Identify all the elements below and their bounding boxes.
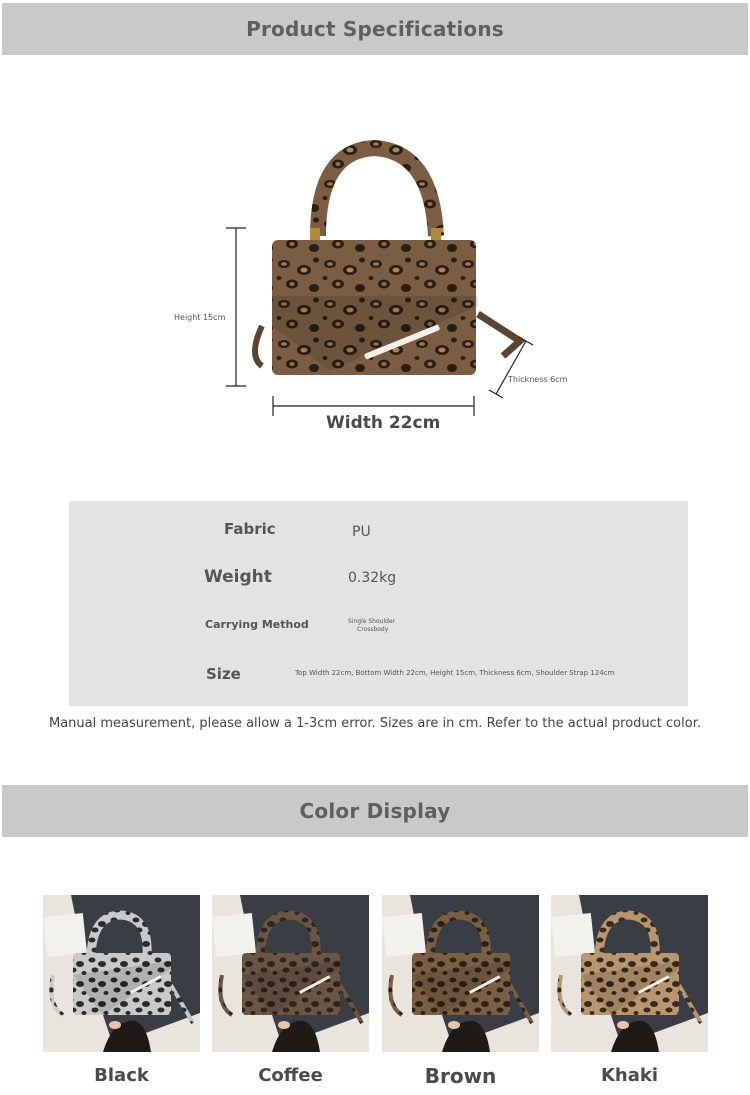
carrying-method-label: Carrying Method <box>205 618 309 631</box>
carrying-method-value-2: Crossbody <box>357 626 389 633</box>
thickness-label: Thickness 6cm <box>508 375 568 384</box>
height-label: Height 15cm <box>174 313 226 322</box>
width-label: Width 22cm <box>326 413 441 433</box>
fabric-label: Fabric <box>224 520 276 538</box>
swatch-photo-coffee[interactable] <box>212 895 369 1052</box>
spec-table <box>69 501 688 706</box>
carrying-method-value-1: Single Shoulder <box>348 618 396 625</box>
section-title: Color Display <box>299 799 451 823</box>
weight-label: Weight <box>204 567 272 587</box>
weight-value: 0.32kg <box>348 570 397 586</box>
fabric-value: PU <box>352 524 371 540</box>
color-display-banner <box>2 785 748 837</box>
swatch-photo-brown[interactable] <box>382 895 539 1052</box>
size-value: Top Width 22cm, Bottom Width 22cm, Height 15cm, Thickness 6cm, Shoulder Strap 124cm <box>295 669 615 677</box>
measurement-note: Manual measurement, please allow a 1-3cm error. Sizes are in cm. Refer to the actual product color. <box>49 716 701 731</box>
swatch-photo-black[interactable] <box>43 895 200 1052</box>
product-dimension-figure <box>0 56 750 496</box>
size-label: Size <box>206 665 241 683</box>
product-specifications-banner <box>2 3 748 55</box>
color-label-black: Black <box>94 1065 149 1086</box>
section-title: Product Specifications <box>246 17 504 41</box>
color-label-coffee: Coffee <box>258 1065 323 1086</box>
color-label-brown: Brown <box>424 1064 497 1088</box>
swatch-photo-khaki[interactable] <box>551 895 708 1052</box>
color-label-khaki: Khaki <box>600 1065 659 1086</box>
